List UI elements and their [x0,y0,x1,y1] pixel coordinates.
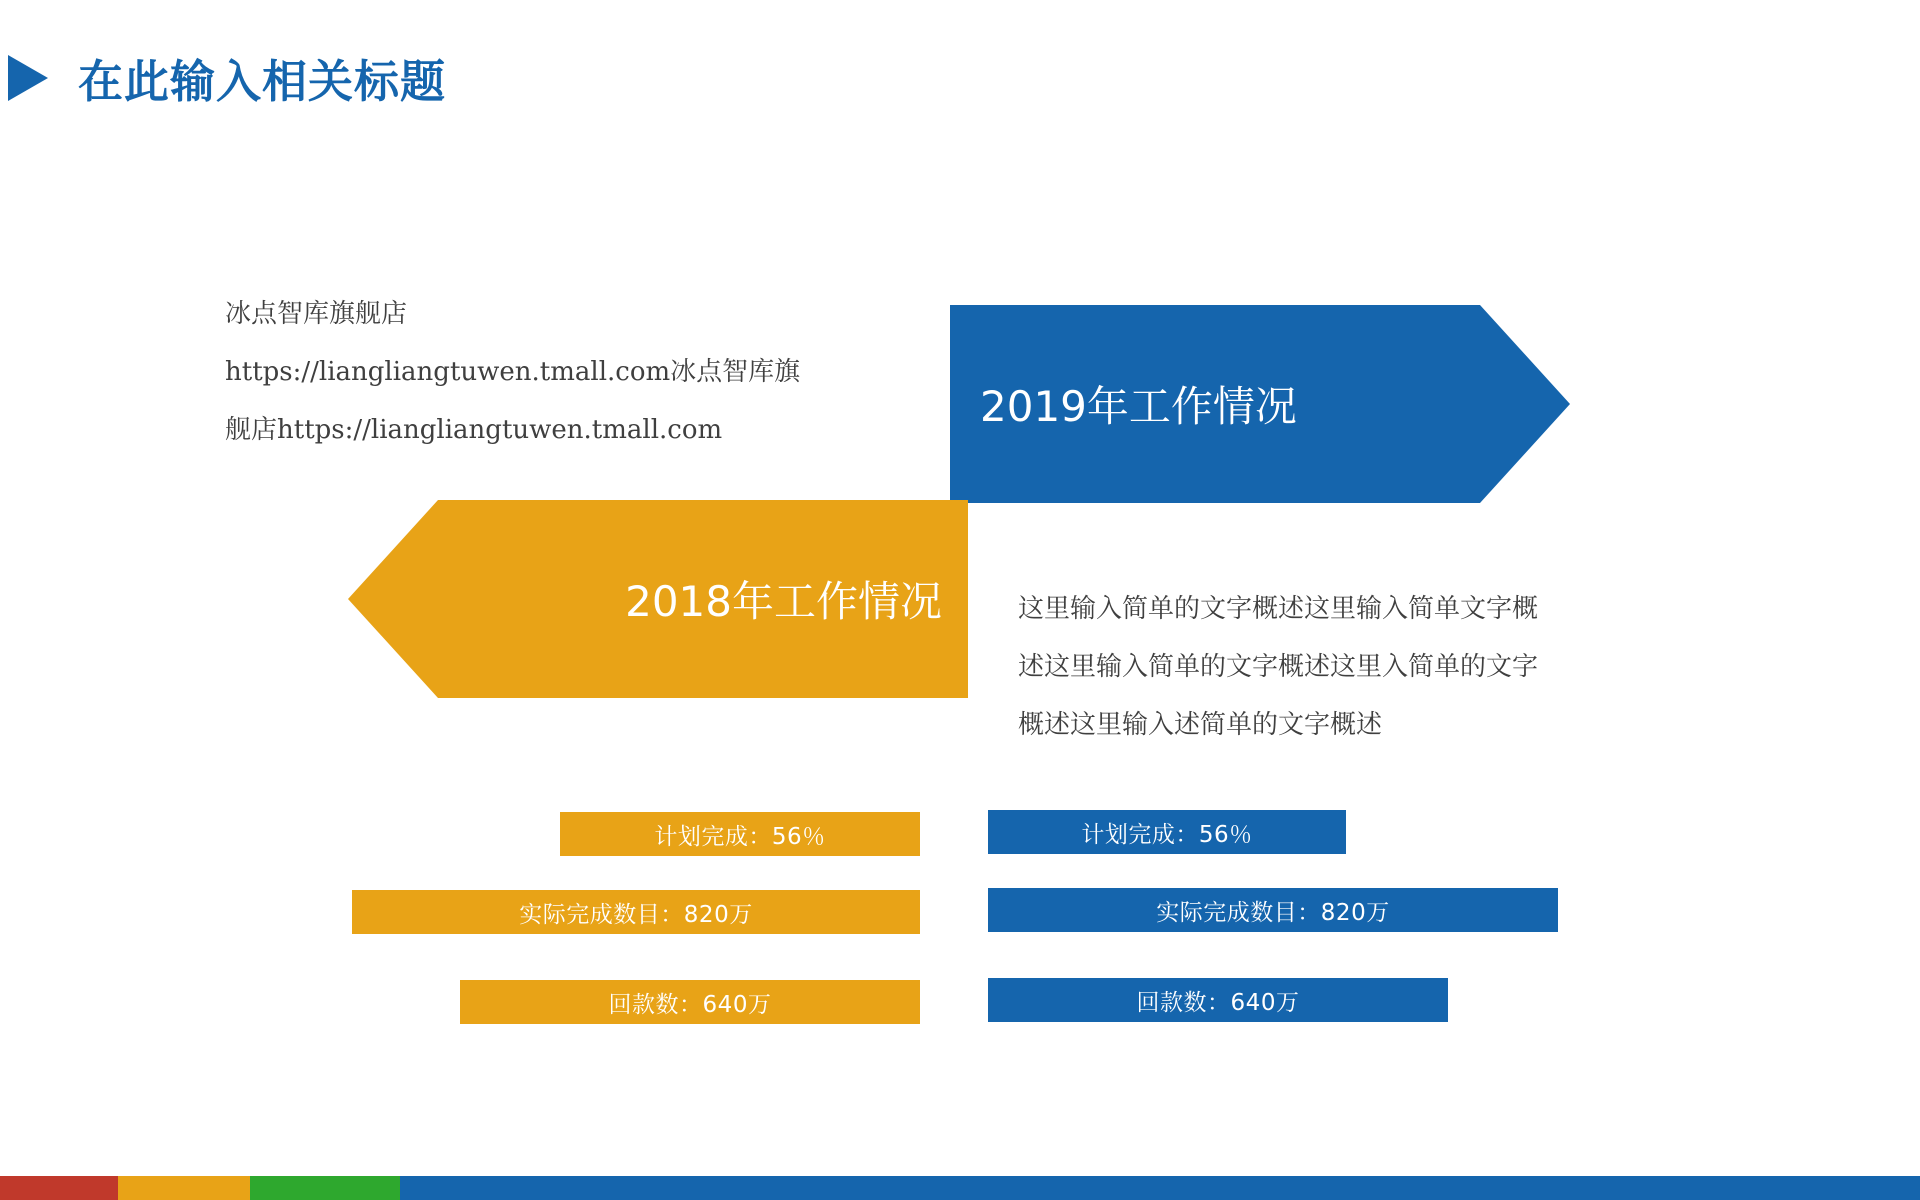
banner-2019-label: 2019年工作情况 [950,305,1480,503]
stat-bar-right-1: 计划完成：56％ [988,810,1346,854]
triangle-right-icon [8,55,48,101]
stat-bar-right-3: 回款数：640万 [988,978,1448,1022]
stat-bar-left-3: 回款数：640万 [460,980,920,1024]
bottom-strip-segment-4 [400,1176,1920,1200]
stat-bar-left-2: 实际完成数目：820万 [352,890,920,934]
banner-2018 [348,500,968,698]
banner-2019-arrow-tip [1480,305,1570,503]
bottom-color-strip [0,1176,1920,1200]
banner-2019 [950,305,1570,503]
left-description-line-2: https://liangliangtuwen.tmall.com冰点智库旗 [225,357,801,387]
banner-2018-label: 2018年工作情况 [438,500,968,698]
page-title [0,45,446,110]
left-description-line-1: 冰点智库旗舰店 [225,299,408,329]
right-description [1018,580,1708,754]
right-description-line-2: 述这里输入简单的文字概述这里入简单的文字 [1018,652,1539,682]
bottom-strip-segment-2 [118,1176,250,1200]
left-description-line-3: 舰店https://liangliangtuwen.tmall.com [225,415,723,445]
bottom-strip-segment-3 [250,1176,400,1200]
left-description [225,285,865,459]
stat-bar-left-1: 计划完成：56％ [560,812,920,856]
stat-bar-right-2: 实际完成数目：820万 [988,888,1558,932]
page-title-text: 在此输入相关标题 [78,55,447,108]
right-description-line-1: 这里输入简单的文字概述这里输入简单文字概 [1018,594,1539,624]
bottom-strip-segment-1 [0,1176,118,1200]
banner-2018-arrow-tip [348,500,438,698]
right-description-line-3: 概述这里输入述简单的文字概述 [1018,710,1383,740]
